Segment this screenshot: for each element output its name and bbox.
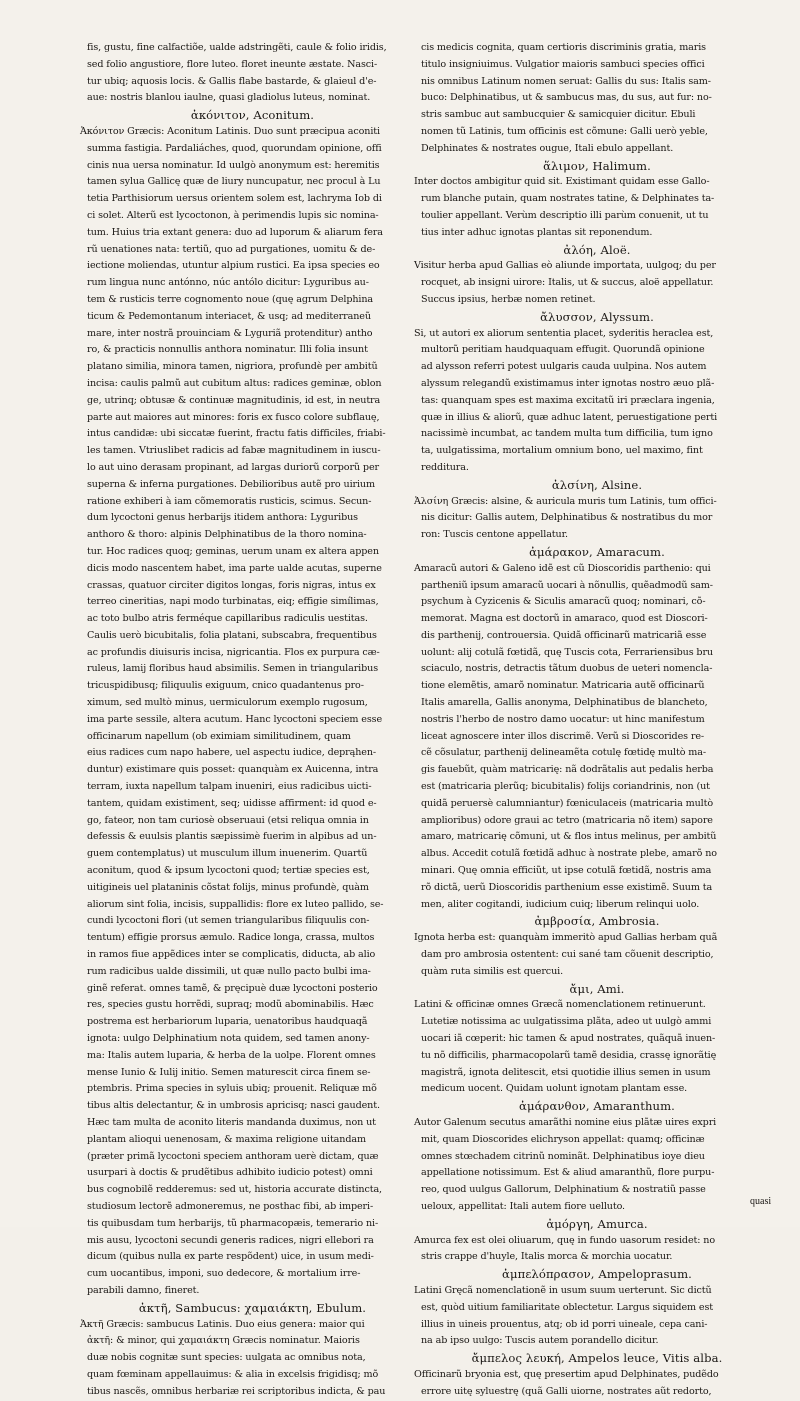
- text-line: medicum uocent. Quidam uolunt ignotam plantam esse.: [421, 1083, 688, 1095]
- text-line: ma: Italis autem luparia, & herba de la uolpe. Florent omnes: [87, 1049, 376, 1061]
- text-line: errore uitę syluestrę (quã Galli uiorne, nostrates aũt redorto,: [421, 1385, 712, 1397]
- text-line: parabili damno, fineret.: [87, 1284, 200, 1296]
- text-line: men, aliter cogitandi, iudicium cuiq; liberum relinqui uolo.: [421, 898, 700, 910]
- left-text-column: [80, 40, 425, 1397]
- text-line: crassas, quatuor circiter digitos longas, foris nigras, intus ex: [87, 579, 376, 591]
- text-line: mis ausu, lycoctoni secundi generis radices, nigri ellebori ra: [87, 1234, 374, 1246]
- text-line: defessis & euulsis plantis sæpissimè fuerim in alpibus ad un-: [87, 831, 377, 843]
- text-line: Amaracũ autori & Galeno idẽ est cũ Dioscoridis parthenio: qui: [414, 562, 711, 574]
- text-line: Inter doctos ambigitur quid sit. Existimant quidam esse Gallo-: [414, 176, 710, 188]
- text-line: amaro, matricarię cõmuni, ut & flos intus melinus, per ambitũ: [421, 831, 717, 843]
- text-line: cundi lycoctoni flori (ut semen triangularibus filiquulis con-: [87, 915, 370, 927]
- text-line: mit, quam Dioscorides elichryson appellat: quamq; officinæ: [421, 1133, 705, 1145]
- entry-heading: ἀμβροσία, Ambrosia.: [534, 914, 660, 929]
- text-line: quæ in illius & aliorũ, quæ adhuc latent, peruestigatione perti: [421, 411, 718, 423]
- text-line: ron: Tuscis centone appellatur.: [421, 529, 568, 541]
- text-line: guem contemplatus) ut musculum illum inuenerim. Quartũ: [87, 848, 368, 860]
- text-line: ἀκτῆ: & minor, qui χαμαιάκτη Græcis nominatur. Maioris: [87, 1335, 360, 1347]
- text-line: tricuspidibusq; filiquulis exiguum, cnico quadantenus pro-: [87, 680, 364, 692]
- text-line: usurpari à doctis & prudẽtibus adhibito iudicio potest) omni: [87, 1167, 373, 1179]
- text-line: quidã peruersè calumniantur) fœniculaceis (matricaria multò: [421, 797, 713, 809]
- entry-heading: ἅλιμον, Halimum.: [543, 158, 651, 173]
- entry-heading: ἀλόη, Aloë.: [563, 242, 631, 257]
- text-line: tur ubiq; aquosis locis. & Gallis flabe bastarde, & glaieul d'e-: [87, 75, 377, 87]
- text-line: rũ uenationes nata: tertiũ, quo ad purgationes, uomitu & de-: [87, 243, 376, 255]
- text-line: ueloux, appellitat: Itali autem fiore uelluto.: [421, 1200, 625, 1212]
- text-line: ximum, sed multò minus, uermiculorum exemplo rugosum,: [87, 697, 368, 709]
- text-line: quàm ruta similis est quercui.: [421, 965, 564, 977]
- text-line: duæ nobis cognitæ sunt species: uulgata ac omnibus nota,: [87, 1352, 366, 1364]
- text-line: dicum (quibus nulla ex parte respõdent) uice, in usum medi-: [87, 1251, 374, 1263]
- text-line: lo aut uino derasam propinant, ad largas duriorũ corporũ per: [87, 461, 379, 473]
- text-line: aue: nostris blanlou iaulne, quasi gladiolus luteus, nominat.: [87, 92, 371, 104]
- text-line: anthoro & thoro: alpinis Delphinatibus de la thoro nomina-: [87, 529, 367, 541]
- text-line: tur. Hoc radices quoq; geminas, uerum unam ex altera appen: [87, 545, 379, 557]
- text-line: Officinarũ bryonia est, quę presertim apud Delphinates, pudẽdo: [414, 1368, 719, 1380]
- text-line: rum blanche putain, quam nostrates tatine, & Delphinates ta-: [421, 193, 715, 205]
- text-line: na ab ipso uulgo: Tuscis autem porandello dicitur.: [421, 1335, 659, 1347]
- text-line: ro, & practicis nonnullis anthora nominatur. Illi folia insunt: [87, 344, 368, 356]
- entry-heading: ἄλυσσον, Alyssum.: [540, 309, 654, 324]
- text-line: est (matricaria plerũq; bicubitalis) folijs coriandrinis, non (ut: [421, 781, 710, 793]
- text-line: toulier appellant. Verùm descriptio illi parùm conuenit, ut tu: [421, 209, 709, 221]
- text-line: dis parthenij, controuersia. Quidã officinarũ matricariã esse: [421, 629, 707, 641]
- text-line: memorat. Magna est doctorũ in amaraco, quod est Dioscori-: [421, 613, 708, 625]
- text-line: terreo cineritias, napi modo turbinatas, eiq; effigie simílimas,: [87, 596, 379, 608]
- text-line: dum lycoctoni genus herbarijs itidem anthora: Lyguribus: [87, 512, 358, 524]
- text-line: psychum à Cyzicenis & Siculis amaracũ quoq; nominari, cõ-: [421, 596, 706, 608]
- text-line: ta, uulgatissima, mortalium omnium bono, uel maximo, fint: [421, 445, 703, 457]
- text-line: mense Iunio & Iulij initio. Semen maturescit circa finem se-: [87, 1066, 371, 1078]
- text-line: Ἀκόνιτον Græcis: Aconitum Latinis. Duo sunt præcipua aconiti: [80, 125, 380, 137]
- text-line: stris crappe d'huyle, Italis morca & morchia uocatur.: [421, 1251, 673, 1263]
- text-line: sed folio angustiore, flore luteo. floret ineunte æstate. Nasci-: [87, 58, 378, 70]
- text-line: dicis modo nascentem habet, ima parte ualde acutas, superne: [87, 562, 382, 574]
- entry-heading: ἀμπελόπρασον, Ampeloprasum.: [502, 1267, 692, 1282]
- text-line: platano similia, minora tamen, nigriora, profundè per ambitũ: [87, 361, 378, 373]
- entry-heading: ἄμι, Ami.: [569, 981, 625, 996]
- text-line: Ἀκτῆ Græcis: sambucus Latinis. Duo eius genera: maior qui: [80, 1318, 365, 1330]
- text-line: dam pro ambrosia ostentent: cui sané tam cõuenit descriptio,: [421, 949, 714, 961]
- text-line: Caulis uerò bicubitalis, folia platani, subscabra, frequentibus: [87, 629, 377, 641]
- text-line: Autor Galenum secutus amarãthi nomine eius plãtæ uires expri: [414, 1117, 717, 1128]
- text-line: duntur) existimare quis posset: quanquàm ex Auicenna, intra: [87, 764, 379, 776]
- text-line: sciaculo, nostris, detractis tãtum duobus de ueteri nomencla-: [421, 663, 713, 675]
- text-line: incisa: caulis palmũ aut cubitum altus: radices geminæ, oblon: [87, 377, 382, 389]
- text-line: tius inter adhuc ignotas plantas sit reponendum.: [421, 226, 653, 238]
- text-line: tum. Huius tria extant genera: duo ad luporum & aliarum fera: [87, 226, 383, 238]
- text-line: nis omnibus Latinum nomen seruat: Gallis du sus: Italis sam-: [421, 75, 711, 87]
- text-line: eius radices cum napo habere, uel aspectu iudice, deprąhen-: [87, 747, 377, 759]
- text-line: (præter primã lycoctoni speciem anthoram uerè dictam, quæ: [87, 1150, 379, 1162]
- text-line: go, fateor, non tam curiosè obseruaui (etsi reliqua omnia in: [87, 814, 369, 826]
- entry-heading: ἀκτῆ, Sambucus: χαμαιάκτη, Ebulum.: [138, 1300, 367, 1315]
- text-line: postrema est herbariorum luparia, uenatoribus haudquaqã: [87, 1016, 368, 1028]
- text-line: plantam alioqui uenenosam, & maxima religione uitandam: [87, 1133, 366, 1145]
- text-line: rum lingua nunc antónno, núc antólo dicitur: Lyguribus au-: [87, 277, 369, 289]
- text-line: uolunt: alij cotulã fœtidã, quę Tuscis cota, Ferrariensibus bru: [421, 646, 713, 658]
- text-line: albus. Accedit cotulã fœtidã adhuc à nostrate plebe, amarõ no: [421, 848, 717, 860]
- text-line: ticum & Pedemontanum interiacet, & usq; ad mediterraneũ: [87, 310, 371, 322]
- text-line: partheniũ ipsum amaracũ uocari à nõnullis, quẽadmodũ sam-: [421, 579, 713, 591]
- entry-heading: ἀμόργη, Amurca.: [546, 1216, 648, 1231]
- text-line: tu nõ difficilis, pharmacopolarũ tamẽ desidia, crassę ignorãtię: [421, 1049, 717, 1061]
- text-line: Visitur herba apud Gallias eò aliunde importata, uulgoq; du per: [414, 260, 716, 272]
- text-line: tem & rusticis terre cognomento noue (quę agrum Delphina: [87, 293, 374, 305]
- text-line: appellatione notissimum. Est & aliud amaranthũ, flore purpu-: [421, 1167, 715, 1179]
- entry-heading: ἀλσίνη, Alsine.: [551, 477, 643, 492]
- text-line: Delphinates & nostrates ougue, Itali ebulo appellant.: [421, 142, 674, 154]
- text-line: cinis nua uersa nominatur. Id uulgò anonymum est: heremitis: [87, 159, 380, 171]
- text-line: summa fastigia. Pardaliáches, quod, quorundam opinione, offi: [87, 142, 382, 154]
- text-line: amplioribus) odore graui ac tetro (matricaria nõ item) sapore: [421, 814, 713, 826]
- text-line: rum radicibus ualde dissimili, ut quæ nullo pacto bulbi ima-: [87, 965, 371, 977]
- text-line: liceat agnoscere inter illos discrimẽ. Verũ si Dioscorides re-: [421, 730, 705, 742]
- text-line: ima parte sessile, altera acutum. Hanc lycoctoni speciem esse: [87, 713, 383, 725]
- text-line: quam fœminam appellauimus: & alia in excelsis frigidisq; mõ: [87, 1368, 379, 1380]
- text-line: Latini Gręcã nomenclationẽ in usum suum uerterunt. Sic dictũ: [414, 1284, 712, 1296]
- text-line: Hæc tam multa de aconito literis mandanda duximus, non ut: [87, 1117, 376, 1128]
- catchword: quasi: [750, 1196, 772, 1207]
- text-line: res, species gustu horrẽdi, supraq; modũ abominabilis. Hæc: [87, 999, 374, 1011]
- text-line: tibus nascẽs, omnibus herbariæ rei scriptoribus indicta, & pau: [87, 1385, 386, 1397]
- text-line: alyssum relegandũ existimamus inter ignotas nostro æuo plã-: [421, 377, 715, 389]
- text-line: nis dicitur: Gallis autem, Delphinatibus & nostratibus du mor: [421, 512, 713, 524]
- text-line: stris sambuc aut sambucquier & samicquier dicitur. Ebuli: [421, 109, 696, 121]
- text-line: aliorum sint folia, incisis, suppallidis: flore ex luteo pallido, se-: [87, 898, 384, 910]
- text-line: officinarum napellum (ob eximiam similitudinem, quam: [87, 730, 351, 742]
- text-line: est, quòd uitium familiaritate oblectetur. Largus siquidem est: [421, 1301, 714, 1313]
- text-line: ad alysson referri potest uulgaris cauda uulpina. Nos autem: [421, 361, 707, 373]
- text-line: ge, utrinq; obtusæ & continuæ magnitudinis, id est, in neutra: [87, 394, 381, 406]
- text-line: studiosum lectorẽ admoneremus, ne posthac fibi, ab imperi-: [87, 1200, 374, 1212]
- entry-heading: ἄμπελος λευκή, Ampelos leuce, Vitis alba.: [471, 1351, 723, 1366]
- text-line: les tamen. Vtriuslibet radicis ad fabæ magnitudinem in iuscu-: [87, 445, 381, 457]
- text-line: iectione moliendas, utuntur alpium rustici. Ea ipsa species eo: [87, 260, 380, 272]
- text-line: minari. Quę omnia efficiũt, ut ipse cotulã fœtidã, nostris ama: [421, 865, 712, 877]
- text-line: ci solet. Alterũ est lycoctonon, à perimendis lupis sic nomina-: [87, 209, 379, 221]
- text-line: Amurca fex est olei oliuarum, quę in fundo uasorum residet: no: [414, 1234, 715, 1246]
- text-line: bus cognobilẽ redderemus: sed ut, historia accurate distincta,: [87, 1184, 382, 1196]
- text-line: ratione exhiberi à iam cõmemoratis rusticis, scimus. Secun-: [87, 495, 372, 507]
- text-line: cum uocantibus, imponi, suo dedecore, & mortalium irre-: [87, 1268, 361, 1280]
- text-line: Lutetiæ notissima ac uulgatissima plãta, adeo ut uulgò ammi: [421, 1016, 712, 1028]
- right-text-column: [414, 40, 780, 1397]
- entry-heading: ἀμάρακον, Amaracum.: [529, 544, 665, 559]
- text-line: nacissimè incumbat, ac tandem multa tum difficilia, tum igno: [421, 428, 713, 440]
- text-line: Italis amarella, Gallis anonyma, Delphinatibus de blancheto,: [421, 697, 708, 709]
- text-line: ac toto bulbo atris ferméque capillaribus radiculis uestitas.: [87, 613, 368, 625]
- text-line: rocquet, ab insigni uirore: Italis, ut & succus, aloë appellatur.: [421, 277, 714, 289]
- text-line: mare, inter nostrã prouinciam & Lyguriã protenditur) antho: [87, 327, 373, 339]
- text-line: parte aut maiores aut minores: foris ex fusco colore subflauę,: [87, 411, 380, 423]
- text-line: in ramos fiue appẽdices inter se complicatis, diducta, ab alio: [87, 949, 376, 961]
- text-line: nomen tũ Latinis, tum officinis est cõmune: Galli uerò yeble,: [421, 125, 708, 137]
- entry-heading: ἀμάρανθον, Amaranthum.: [519, 1099, 675, 1114]
- text-line: cẽ cõsulatur, parthenij delineamẽta cotulę fœtidę multò ma-: [421, 747, 706, 759]
- text-line: tione elemẽtis, amarõ nominatur. Matricaria autẽ officinarũ: [421, 680, 705, 692]
- text-line: tamen sylua Gallicę quæ de liury nuncupatur, nec procul à Lu: [87, 176, 381, 188]
- text-line: multorũ peritiam haudquaquam effugit. Quorundã opinione: [421, 344, 705, 356]
- text-line: superna & inferna purgationes. Debilioribus autẽ pro uirium: [87, 478, 375, 490]
- text-line: magistrã, ignota delitescit, etsi quotidie illius semen in usum: [421, 1066, 711, 1078]
- text-line: rõ dictã, uerũ Dioscoridis parthenium esse existimẽ. Suum ta: [421, 881, 713, 893]
- text-line: Ἀλσίνη Græcis: alsine, & auricula muris tum Latinis, tum offici-: [414, 495, 717, 507]
- text-line: tantem, quidam existiment, seq; uidisse affirment: id quod e-: [87, 797, 377, 809]
- text-line: redditura.: [421, 461, 469, 473]
- text-line: illius in uineis prouentus, atq; ob id porri uineale, cepa cani-: [421, 1318, 708, 1330]
- text-line: tis quibusdam tum herbarijs, tũ pharmacopæis, temerario ni-: [87, 1217, 379, 1229]
- text-line: omnes stœchadem citrinũ nominãt. Delphinatibus ioye dieu: [421, 1150, 705, 1162]
- text-line: Ignota herba est: quanquàm immeritò apud Gallias herbam quã: [414, 932, 718, 944]
- text-line: tetia Parthisiorum uersus orientem solem est, lachryma Iob di: [87, 193, 382, 205]
- text-line: intus candidæ: ubi siccatæ fuerint, fractu fatis difficiles, friabi-: [87, 428, 386, 440]
- entry-heading: ἀκόνιτον, Aconitum.: [190, 108, 315, 123]
- text-line: ginẽ referat. omnes tamẽ, & pręcipuè duæ lycoctoni posterio: [87, 982, 378, 994]
- text-line: tentum) effigie prorsus æmulo. Radice longa, crassa, multos: [87, 932, 375, 944]
- text-line: tas: quanquam spes est maxima excitatũ iri præclara ingenia,: [421, 394, 715, 406]
- text-line: Succus ipsius, herbæ nomen retinet.: [421, 293, 596, 305]
- text-line: fis, gustu, fine calfactiõe, ualde adstringẽti, caule & folio iridis,: [87, 42, 387, 53]
- text-line: ruleus, lamij floribus haud absimilis. Semen in triangularibus: [87, 663, 379, 675]
- text-line: Latini & officinæ omnes Græcã nomenclationem retinuerunt.: [414, 999, 706, 1011]
- text-line: Si, ut autori ex aliorum sententia placet, syderitis heraclea est,: [414, 327, 714, 339]
- text-line: gis fauebũt, quàm matricarię: nã dodrãtalis aut pedalis herba: [421, 764, 714, 776]
- text-line: terram, iuxta napellum talpam inueniri, eius radicibus uicti-: [87, 781, 372, 793]
- text-line: buco: Delphinatibus, ut & sambucus mas, du sus, aut fur: no-: [421, 92, 712, 104]
- text-line: ptembris. Prima species in syluis ubiq; prouenit. Reliquæ mõ: [87, 1083, 377, 1095]
- text-line: nostris l'herbo de nostro damo uocatur: ut hinc manifestum: [421, 713, 705, 725]
- text-line: reo, quod uulgus Gallorum, Delphinatium & nostratiũ passe: [421, 1184, 706, 1196]
- text-line: aconitum, quod & ipsum lycoctoni quod; tertiæ species est,: [87, 865, 370, 877]
- text-line: uocari iã cœperit: hic tamen & apud nostrates, quãquã inuen-: [421, 1033, 716, 1045]
- text-line: ignota: uulgo Delphinatium nota quidem, sed tamen anony-: [87, 1033, 370, 1045]
- text-line: titulo insigniuimus. Vulgatior maioris sambuci species offici: [421, 58, 705, 70]
- text-line: tibus altis delectantur, & in umbrosis apricisq; nasci gaudent.: [87, 1100, 380, 1112]
- text-line: ac profundis diuisuris incisa, nigricantia. Flos ex purpura cæ-: [87, 646, 380, 658]
- text-line: cis medicis cognita, quam certioris discriminis gratia, maris: [421, 42, 706, 53]
- text-line: uitigineis uel plataninis cõstat folijs, minus profundè, quàm: [87, 881, 369, 893]
